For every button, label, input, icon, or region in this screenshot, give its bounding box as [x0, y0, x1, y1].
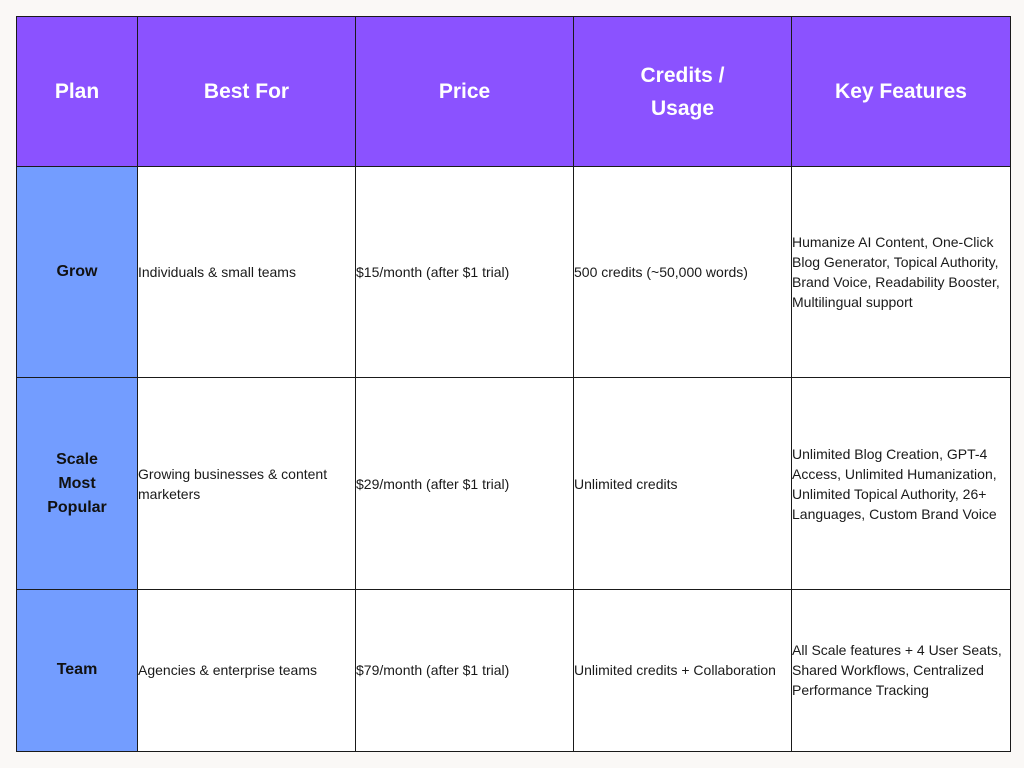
best-for-cell: Growing businesses & content marketers — [138, 378, 356, 589]
best-for-cell: Individuals & small teams — [138, 167, 356, 378]
features-cell: Unlimited Blog Creation, GPT-4 Access, Unlimited Humanization, Unlimited Topical Authority, 26+ Languages, Custom Brand Voice — [792, 378, 1011, 589]
credits-cell: Unlimited credits — [574, 378, 792, 589]
price-cell: $79/month (after $1 trial) — [356, 589, 574, 751]
credits-cell: Unlimited credits + Collaboration — [574, 589, 792, 751]
column-header-price: Price — [356, 17, 574, 167]
best-for-cell: Agencies & enterprise teams — [138, 589, 356, 751]
pricing-table — [16, 16, 1011, 752]
column-header-key-features: Key Features — [792, 17, 1011, 167]
features-cell: All Scale features + 4 User Seats, Shared Workflows, Centralized Performance Tracking — [792, 589, 1011, 751]
plan-name-cell: Team — [17, 589, 138, 751]
pricing-table-container — [16, 16, 1010, 752]
credits-cell: 500 credits (~50,000 words) — [574, 167, 792, 378]
table-row — [17, 167, 1011, 378]
price-cell: $29/month (after $1 trial) — [356, 378, 574, 589]
plan-name-cell: Grow — [17, 167, 138, 378]
header-row — [17, 17, 1011, 167]
table-row — [17, 378, 1011, 589]
features-cell: Humanize AI Content, One-Click Blog Generator, Topical Authority, Brand Voice, Readability Booster, Multilingual support — [792, 167, 1011, 378]
column-header-credits-usage: Credits / Usage — [574, 17, 792, 167]
price-cell: $15/month (after $1 trial) — [356, 167, 574, 378]
column-header-plan: Plan — [17, 17, 138, 167]
plan-name-cell: Scale Most Popular — [17, 378, 138, 589]
table-row — [17, 589, 1011, 751]
column-header-best-for: Best For — [138, 17, 356, 167]
